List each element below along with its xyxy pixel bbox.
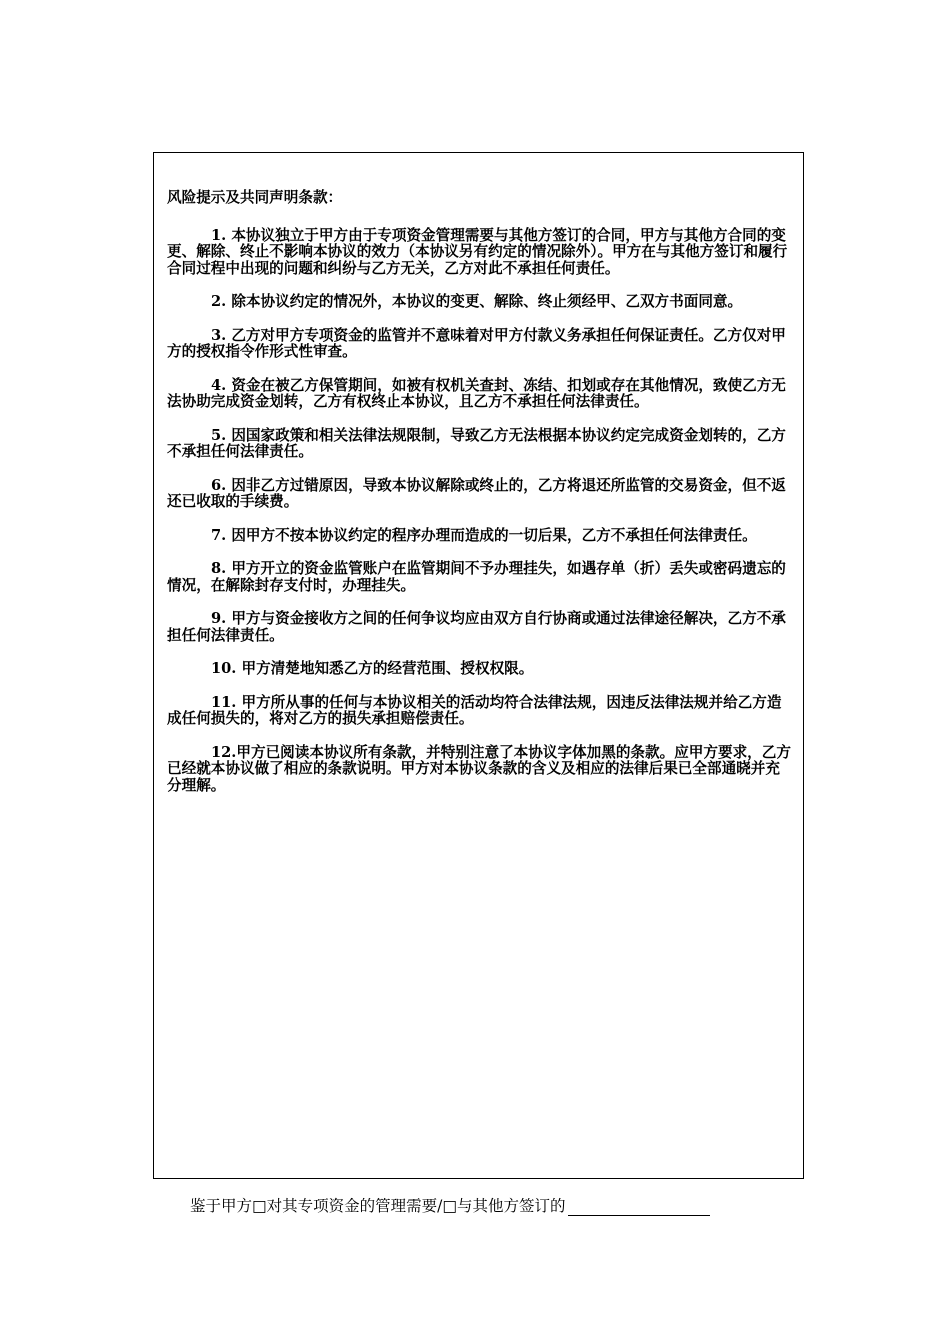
clause-5: 5. 因国家政策和相关法律法规限制，导致乙方无法根据本协议约定完成资金划转的，乙方不承担任何法律责任。 <box>167 426 786 460</box>
clause-10: 10. 甲方清楚地知悉乙方的经营范围、授权权限。 <box>211 660 534 677</box>
clause-heading: 风险提示及共同声明条款： <box>167 189 343 206</box>
risk-clause-box <box>153 152 804 1179</box>
clause-9: 9. 甲方与资金接收方之间的任何争议均应由双方自行协商或通过法律途径解决，乙方不承担任何法律责任。 <box>167 610 786 644</box>
clause-content <box>167 190 793 811</box>
agreement-intro-line <box>190 1196 810 1216</box>
clause-4: 4. 资金在被乙方保管期间，如被有权机关查封、冻结、扣划或存在其他情况，致使乙方无法协助完成资金划转，乙方有权终止本协议，且乙方不承担任何法律责任。 <box>167 376 786 410</box>
clause-3: 3. 乙方对甲方专项资金的监管并不意味着对甲方付款义务承担任何保证责任。乙方仅对甲方的授权指令作形式性审查。 <box>167 326 786 360</box>
clause-12: 12.甲方已阅读本协议所有条款，并特别注意了本协议字体加黑的条款。应甲方要求，乙方已经就本协议做了相应的条款说明。甲方对本协议条款的含义及相应的法律后果已全部通晓并充分理解。 <box>167 743 791 794</box>
agreement-intro-text: 鉴于甲方□对其专项资金的管理需要/□与其他方签订的 <box>190 1197 566 1215</box>
clause-11: 11. 甲方所从事的任何与本协议相关的活动均符合法律法规，因违反法律法规并给乙方造成任何损失的，将对乙方的损失承担赔偿责任。 <box>167 693 782 727</box>
clause-1: 1. 本协议独立于甲方由于专项资金管理需要与其他方签订的合同，甲方与其他方合同的变更、解除、终止不影响本协议的效力（本协议另有约定的情况除外）。甲方在与其他方签订和履行合同过程中出现的问题和纠纷与乙方无关，乙方对此不承担任何责任。 <box>167 226 788 277</box>
clause-6: 6. 因非乙方过错原因，导致本协议解除或终止的，乙方将退还所监管的交易资金，但不返还已收取的手续费。 <box>167 476 786 510</box>
clause-2: 2. 除本协议约定的情况外，本协议的变更、解除、终止须经甲、乙双方书面同意。 <box>211 293 743 310</box>
clause-8: 8. 甲方开立的资金监管账户在监管期间不予办理挂失，如遇存单（折）丢失或密码遗忘的情况，在解除封存支付时，办理挂失。 <box>167 560 786 594</box>
fill-in-blank[interactable] <box>568 1198 710 1216</box>
clause-7: 7. 因甲方不按本协议约定的程序办理而造成的一切后果，乙方不承担任何法律责任。 <box>211 526 757 544</box>
